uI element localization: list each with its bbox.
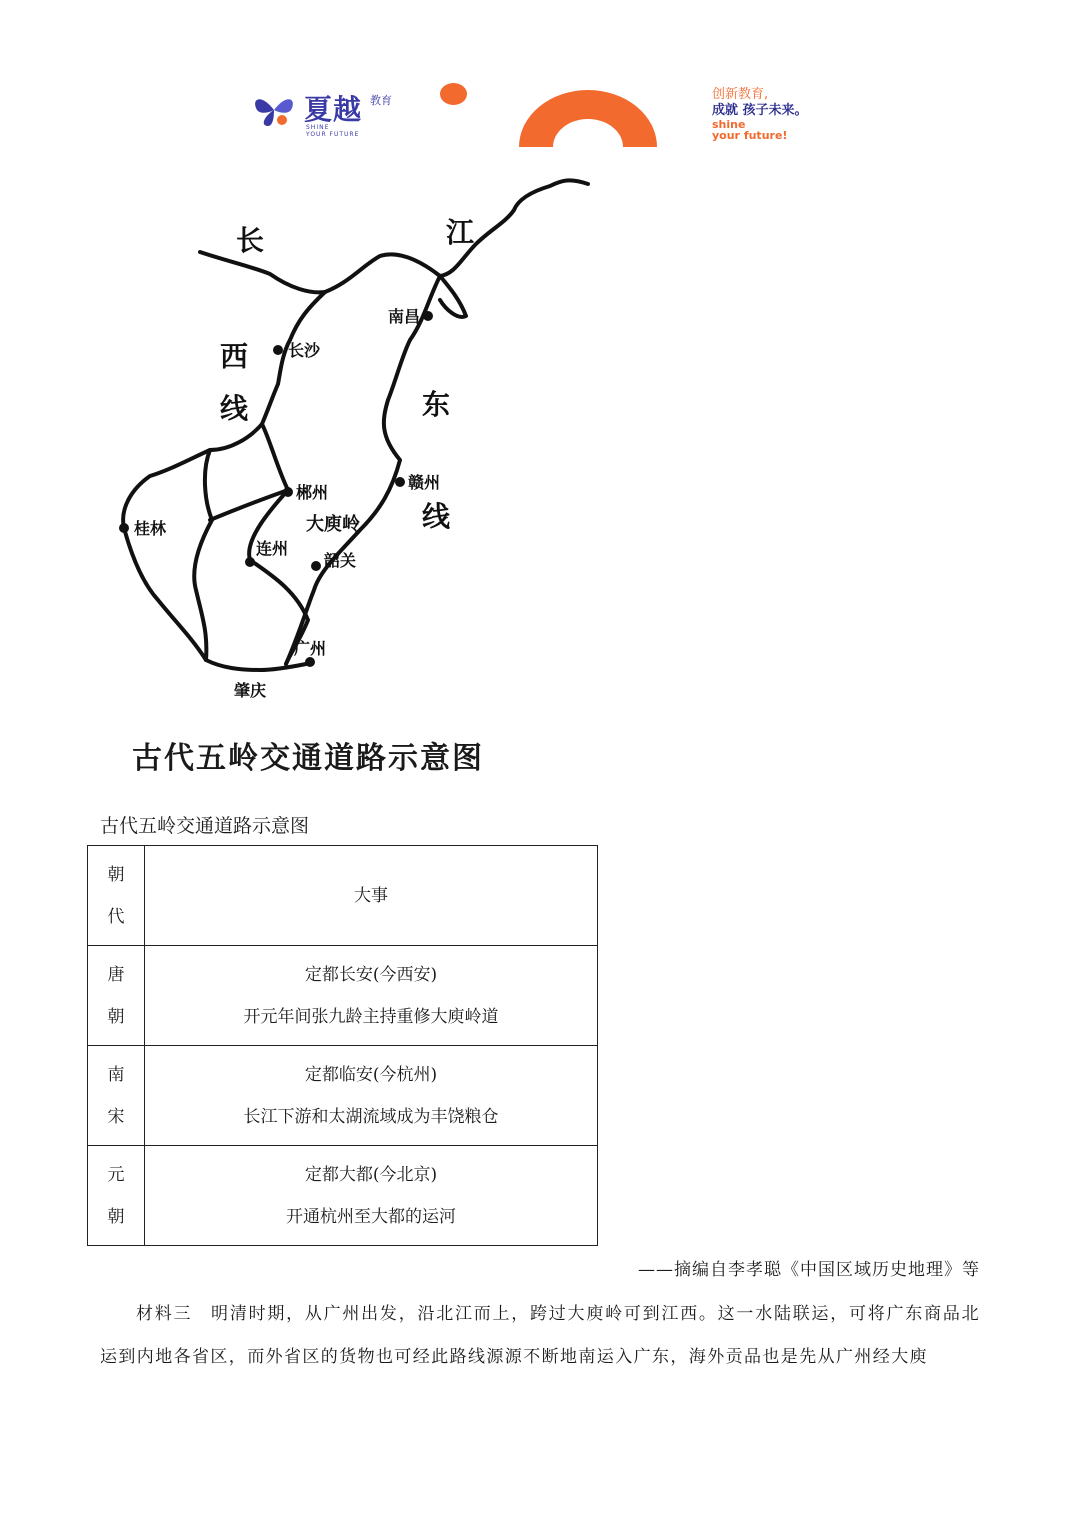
place-zhaoqing: 肇庆 — [234, 681, 267, 700]
place-changsha: 长沙 — [288, 341, 321, 360]
place-lianzhou: 连州 — [256, 539, 289, 558]
row-events — [145, 1146, 598, 1246]
place-nanchang: 南昌 — [388, 307, 421, 326]
river-label-1: 长 — [236, 224, 265, 257]
row-dynasty-text: 元朝 — [107, 1164, 125, 1227]
header-events: 大事 — [145, 846, 598, 946]
figure-caption: 古代五岭交通道路示意图 — [100, 815, 310, 837]
row-event-1: 定都长安(今西安) — [304, 964, 438, 985]
place-chenzhou: 郴州 — [296, 483, 329, 502]
table-row — [88, 1046, 598, 1146]
header-dynasty — [88, 846, 145, 946]
west-branch-line — [194, 450, 212, 660]
table-row — [88, 946, 598, 1046]
orange-arch-decoration — [519, 90, 657, 147]
east-route-line — [286, 276, 440, 664]
row-events — [145, 946, 598, 1046]
row-dynasty-text: 南宋 — [107, 1064, 125, 1127]
row-dynasty — [88, 946, 145, 1046]
brand-en-line2: YOUR FUTURE — [306, 131, 360, 138]
lianzhou-branch-line — [249, 490, 308, 664]
ganzhou-dot — [395, 477, 405, 487]
west-label-2: 线 — [220, 392, 249, 425]
slogan-line3: shine — [712, 118, 746, 131]
chenzhou-dot — [283, 487, 293, 497]
row-event-1: 定都临安(今杭州) — [304, 1064, 438, 1085]
row-event-2: 开通杭州至大都的运河 — [286, 1206, 456, 1227]
brand-suffix: 教育 — [370, 94, 392, 107]
slogan-line2: 成就 孩子未来。 — [712, 103, 808, 118]
west-label-1: 西 — [220, 340, 249, 373]
nanchang-dot — [423, 311, 433, 321]
place-ganzhou: 赣州 — [408, 473, 441, 492]
slogan — [712, 88, 808, 141]
header-dynasty-text: 朝代 — [107, 864, 125, 927]
source-citation: ——摘编自李孝聪《中国区域历史地理》等 — [638, 1260, 980, 1280]
brand-name: 夏越 — [304, 93, 363, 126]
place-guangzhou: 广州 — [294, 639, 327, 658]
river-label-2: 江 — [446, 216, 475, 249]
east-lake-line — [440, 276, 466, 317]
row-event-2: 长江下游和太湖流域成为丰饶粮仓 — [243, 1106, 499, 1127]
guangzhou-dot — [305, 657, 315, 667]
guilin-dot — [119, 523, 129, 533]
east-label-2: 线 — [422, 500, 451, 533]
row-events — [145, 1046, 598, 1146]
shaoguan-dot — [311, 561, 321, 571]
row-dynasty — [88, 1046, 145, 1146]
brand-en-line1: SHINE — [306, 124, 330, 131]
table-header-row — [88, 846, 598, 946]
row-dynasty-text: 唐朝 — [107, 964, 125, 1027]
brand-logo — [252, 88, 412, 140]
orange-dot-decoration — [440, 83, 467, 105]
place-guilin: 桂林 — [134, 519, 167, 538]
map-title: 古代五岭交通道路示意图 — [132, 741, 484, 776]
pass-dayu: 大庾岭 — [306, 514, 360, 535]
wuling-route-map — [110, 170, 600, 710]
row-event-1: 定都大都(今北京) — [304, 1164, 438, 1185]
row-dynasty — [88, 1146, 145, 1246]
place-shaoguan: 韶关 — [324, 551, 357, 570]
material-three-paragraph: 材料三 明清时期，从广州出发，沿北江而上，跨过大庾岭可到江西。这一水陆联运，可将广东商品北运到内地各省区，而外省区的货物也可经此路线源源不断地南运入广东，海外贡品也是先从广州经大庾 — [100, 1304, 980, 1367]
lianzhou-dot — [245, 557, 255, 567]
slogan-line1: 创新教育, — [712, 87, 769, 102]
dynasty-events-table — [87, 845, 598, 1246]
east-label-1: 东 — [422, 388, 451, 421]
butterfly-logo-icon — [252, 92, 296, 128]
table-row — [88, 1146, 598, 1246]
row-event-2: 开元年间张九龄主持重修大庾岭道 — [243, 1006, 499, 1027]
slogan-line4: your future! — [712, 129, 788, 142]
changsha-dot — [273, 345, 283, 355]
